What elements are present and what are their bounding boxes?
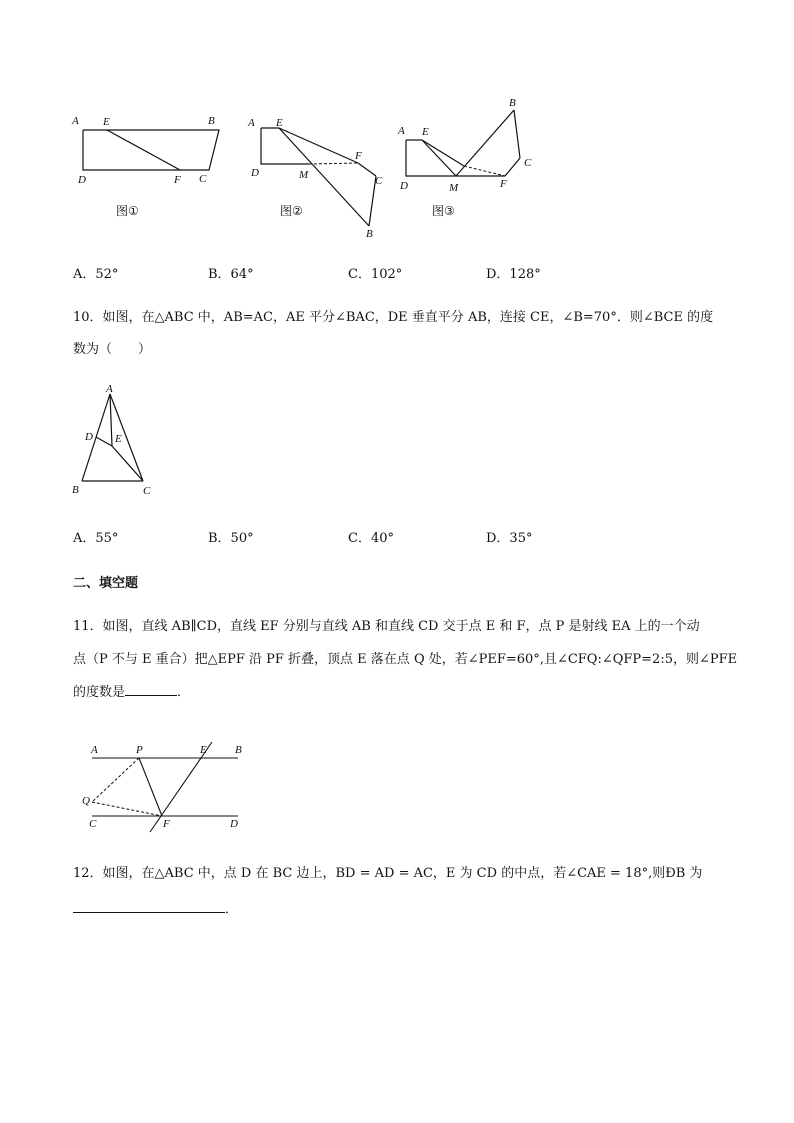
fig3-label-b: B bbox=[509, 97, 516, 109]
q11-fig-label-d: D bbox=[230, 818, 238, 830]
q11-fig-label-p: P bbox=[136, 744, 143, 756]
q9-option-d: D．128° bbox=[486, 267, 541, 282]
q11-fig-label-e: E bbox=[200, 744, 207, 756]
fig2-label-e: E bbox=[276, 117, 283, 129]
q10-fig-label-d: D bbox=[85, 431, 93, 443]
q12-text-line2 bbox=[73, 898, 238, 920]
q11-line3-text: 的度数是 bbox=[73, 685, 126, 700]
q11-text-line1: 11．如图，直线 AB∥CD，直线 EF 分别与直线 AB 和直线 CD 交于点 E 和 F，点 P 是射线 EA 上的一个动 bbox=[73, 619, 700, 634]
q10-option-a: A．55° bbox=[73, 531, 119, 546]
q12-text-line1: 12．如图，在△ABC 中，点 D 在 BC 边上，BD = AD = AC，E 为 CD 的中点，若∠CAE = 18°,则ÐB 为 bbox=[73, 866, 703, 881]
q11-text-line2: 点（P 不与 E 重合）把△EPF 沿 PF 折叠，顶点 E 落在点 Q 处，若∠PEF=60°,且∠CFQ:∠QFP=2:5，则∠PFE bbox=[73, 652, 738, 667]
q10-option-b: B．50° bbox=[208, 531, 254, 546]
fig2-label-b: B bbox=[366, 228, 373, 240]
q9-option-c: C．102° bbox=[348, 267, 403, 282]
fig1-label-e: E bbox=[103, 116, 110, 128]
q10-fig-label-a: A bbox=[106, 383, 113, 395]
q10-figure bbox=[66, 382, 166, 500]
q9-figure-3 bbox=[396, 92, 546, 227]
q11-fig-label-b: B bbox=[235, 744, 242, 756]
q10-fig-label-c: C bbox=[143, 485, 151, 497]
fig1-caption: 图① bbox=[116, 204, 139, 218]
fig3-label-f: F bbox=[500, 178, 507, 190]
fig1-label-f: F bbox=[174, 174, 181, 186]
q11-fig-label-f: F bbox=[163, 818, 170, 830]
q9-figure-2 bbox=[244, 108, 394, 243]
fig1-label-d: D bbox=[78, 174, 86, 186]
q11-text-line3 bbox=[73, 681, 190, 703]
q9-option-a: A．52° bbox=[73, 267, 119, 282]
q11-fig-label-c: C bbox=[89, 818, 97, 830]
q10-option-d: D．35° bbox=[486, 531, 533, 546]
fig2-label-f: F bbox=[355, 150, 362, 162]
fig3-label-c: C bbox=[524, 157, 532, 169]
q11-line3-end: ． bbox=[177, 685, 191, 700]
q11-figure bbox=[80, 738, 250, 833]
q11-answer-blank[interactable] bbox=[125, 681, 177, 696]
fig1-label-a: A bbox=[72, 115, 79, 127]
q10-fig-label-b: B bbox=[72, 484, 79, 496]
q9-figure-1 bbox=[66, 108, 236, 223]
fig3-label-m: M bbox=[449, 182, 459, 194]
q10-fig-label-e: E bbox=[115, 433, 122, 445]
fig2-label-d: D bbox=[251, 167, 259, 179]
q9-option-b: B．64° bbox=[208, 267, 254, 282]
fig2-label-c: C bbox=[375, 175, 383, 187]
q11-fig-label-a: A bbox=[91, 744, 98, 756]
q10-option-c: C．40° bbox=[348, 531, 394, 546]
section-heading: 二、填空题 bbox=[73, 576, 139, 591]
fig1-label-b: B bbox=[208, 115, 215, 127]
q12-line2-end: ． bbox=[225, 902, 239, 917]
q12-answer-blank[interactable] bbox=[73, 898, 225, 913]
fig2-label-m: M bbox=[299, 169, 309, 181]
fig2-label-a: A bbox=[248, 117, 255, 129]
fig3-label-e: E bbox=[422, 126, 429, 138]
fig2-caption: 图② bbox=[280, 204, 303, 218]
q10-text-line2: 数为（ ） bbox=[73, 342, 152, 357]
fig1-label-c: C bbox=[199, 173, 207, 185]
fig3-label-d: D bbox=[400, 180, 408, 192]
fig3-caption: 图③ bbox=[432, 204, 455, 218]
q11-fig-label-q: Q bbox=[82, 795, 90, 807]
fig3-label-a: A bbox=[398, 125, 405, 137]
q10-text-line1: 10．如图，在△ABC 中，AB=AC，AE 平分∠BAC，DE 垂直平分 AB，连接 CE，∠B=70°．则∠BCE 的度 bbox=[73, 310, 714, 325]
